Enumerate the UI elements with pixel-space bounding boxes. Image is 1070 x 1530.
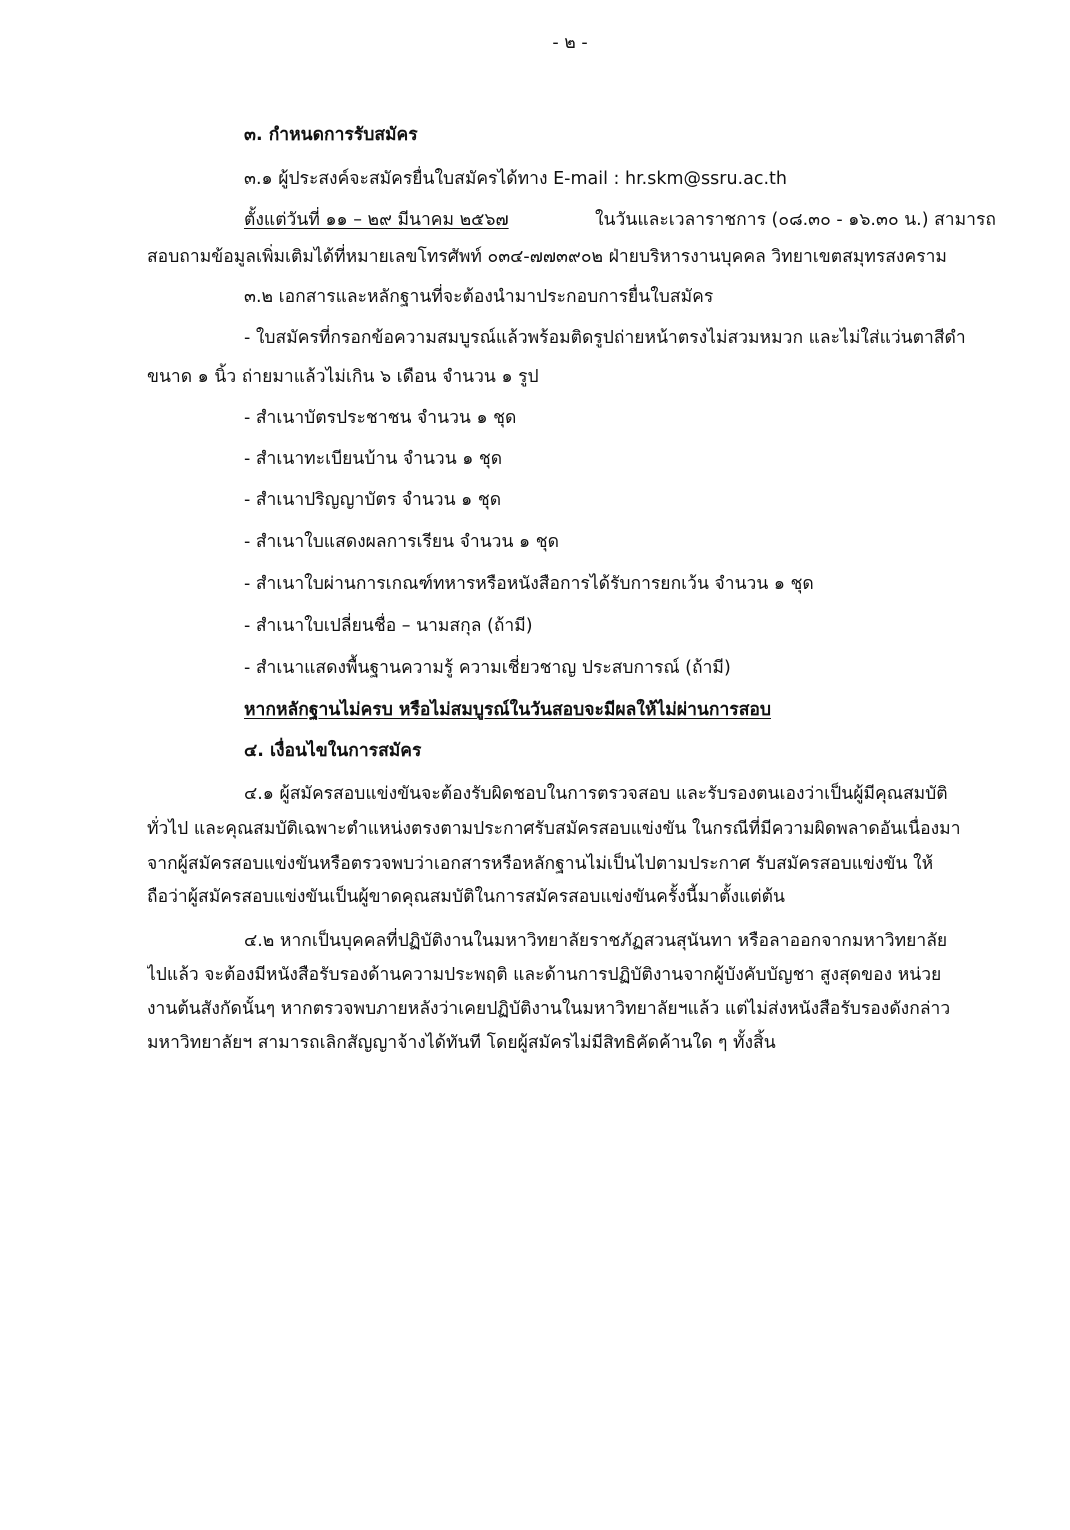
section-3-2-text: ๓.๒ เอกสารและหลักฐานที่จะต้องนำมาประกอบการยื่นใบสมัคร [244, 287, 714, 307]
application-date-range: ตั้งแต่วันที่ ๑๑ – ๒๙ มีนาคม ๒๕๖๗ [244, 210, 509, 230]
document-item-application-form: - ใบสมัครที่กรอกข้อความสมบูรณ์แล้วพร้อมติดรูปถ่ายหน้าตรงไม่สวมหมวก และไม่ใส่แว่นตาสีดำ [244, 328, 966, 348]
section-4-2-line: ๔.๒ หากเป็นบุคคลที่ปฏิบัติงานในมหาวิทยาลัยราชภัฏสวนสุนันทา หรือลาออกจากมหาวิทยาลัย [244, 931, 948, 951]
section-3-heading: ๓. กำหนดการรับสมัคร [244, 125, 418, 145]
document-item: - สำเนาบัตรประชาชน จำนวน ๑ ชุด [244, 408, 517, 428]
document-item: - สำเนาใบผ่านการเกณฑ์ทหารหรือหนังสือการได้รับการยกเว้น จำนวน ๑ ชุด [244, 574, 814, 594]
section-4-2-line: งานต้นสังกัดนั้นๆ หากตรวจพบภายหลังว่าเคยปฏิบัติงานในมหาวิทยาลัยฯแล้ว แต่ไม่ส่งหนังสือรับรองดังกล่าว [147, 999, 951, 1019]
section-3-1-text: ๓.๑ ผู้ประสงค์จะสมัครยื่นใบสมัครได้ทาง E-mail : hr.skm@ssru.ac.th [244, 169, 787, 189]
document-item: - สำเนาแสดงพื้นฐานความรู้ ความเชี่ยวชาญ ประสบการณ์ (ถ้ามี) [244, 658, 731, 678]
page-number: - ๒ - [552, 33, 588, 53]
document-item: - สำเนาปริญญาบัตร จำนวน ๑ ชุด [244, 490, 502, 510]
section-4-2-line: ไปแล้ว จะต้องมีหนังสือรับรองด้านความประพฤติ และด้านการปฏิบัติงานจากผู้บังคับบัญชา สูงสุดของ หน่วย [147, 965, 942, 985]
document-item: - สำเนาใบเปลี่ยนชื่อ – นามสกุล (ถ้ามี) [244, 616, 533, 636]
section-4-1-line: ถือว่าผู้สมัครสอบแข่งขันเป็นผู้ขาดคุณสมบัติในการสมัครสอบแข่งขันครั้งนี้มาตั้งแต่ต้น [147, 887, 785, 907]
document-item: - สำเนาใบแสดงผลการเรียน จำนวน ๑ ชุด [244, 532, 559, 552]
section-4-1-line: จากผู้สมัครสอบแข่งขันหรือตรวจพบว่าเอกสารหรือหลักฐานไม่เป็นไปตามประกาศ รับสมัครสอบแข่งขัน ให้ [147, 854, 934, 874]
document-item: - สำเนาทะเบียนบ้าน จำนวน ๑ ชุด [244, 449, 503, 469]
section-4-2-line: มหาวิทยาลัยฯ สามารถเลิกสัญญาจ้างได้ทันที โดยผู้สมัครไม่มีสิทธิคัดค้านใด ๆ ทั้งสิ้น [147, 1033, 776, 1053]
document-item-application-form-cont: ขนาด ๑ นิ้ว ถ่ายมาแล้วไม่เกิน ๖ เดือน จำนวน ๑ รูป [147, 367, 539, 387]
section-4-1-line: ทั่วไป และคุณสมบัติเฉพาะตำแหน่งตรงตามประกาศรับสมัครสอบแข่งขัน ในกรณีที่มีความผิดพลาดอันเนื่องมา [147, 819, 961, 839]
application-period-line [244, 207, 996, 233]
section-4-heading: ๔. เงื่อนไขในการสมัคร [244, 741, 422, 761]
office-hours-text: ในวันและเวลาราชการ (๐๘.๓๐ - ๑๖.๓๐ น.) สามารถ [595, 210, 996, 230]
contact-info-text: สอบถามข้อมูลเพิ่มเติมได้ที่หมายเลขโทรศัพท์ ๐๓๔-๗๗๓๙๐๒ ฝ่ายบริหารงานบุคคล วิทยาเขตสมุทรสงคราม [147, 247, 947, 267]
section-4-1-line: ๔.๑ ผู้สมัครสอบแข่งขันจะต้องรับผิดชอบในการตรวจสอบ และรับรองตนเองว่าเป็นผู้มีคุณสมบัติ [244, 784, 948, 804]
incomplete-documents-warning: หากหลักฐานไม่ครบ หรือไม่สมบูรณ์ในวันสอบจะมีผลให้ไม่ผ่านการสอบ [244, 700, 771, 720]
